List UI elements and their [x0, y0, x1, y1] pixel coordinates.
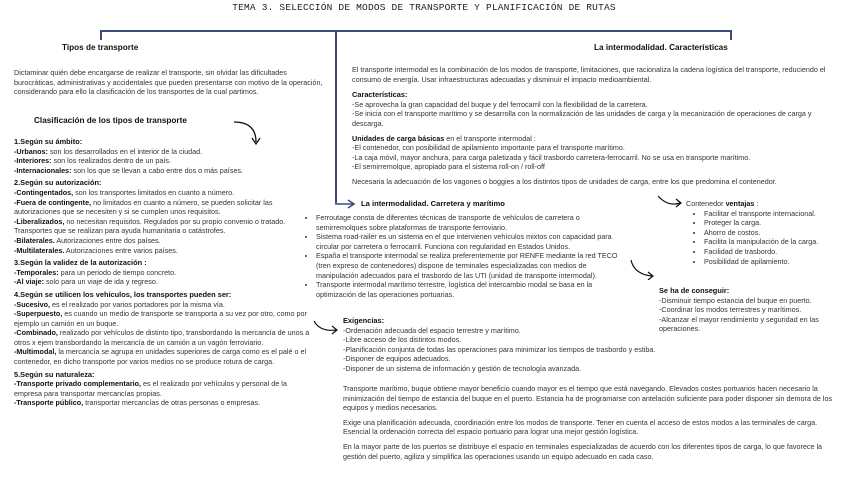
item-term: -Internacionales:	[14, 165, 72, 175]
list-item	[14, 379, 314, 398]
caracteristicas-title: Características:	[352, 90, 408, 100]
list-item: • Posibilidad de apilamiento.	[704, 257, 846, 267]
list-item: -Disponer de un sistema de información y gestión de tecnología avanzada.	[343, 363, 582, 373]
item-term: -Transporte público,	[14, 398, 84, 408]
clasificacion-heading: Clasificación de los tipos de transporte	[34, 116, 187, 125]
clasificacion-list	[14, 137, 314, 408]
list-item: -El semirremolque, apropiado para el sistema roll-on / roll-off	[352, 162, 545, 172]
ventajas-title-bold: ventajas	[725, 199, 755, 208]
list-item	[14, 166, 314, 176]
item-text: son los desarrollados en el interior de la ciudad.	[47, 146, 203, 156]
paragraph: En la mayor parte de los puertos se distribuye el espacio en terminales especializadas de acuerdo con los diferentes tipos de carga, lo que favorece la gestión del puerto, agiliza y simplifica las operaciones usando un equipo adecuado en cada caso.	[343, 441, 823, 461]
ventajas-title-post: :	[754, 199, 759, 208]
list-item	[14, 198, 314, 217]
group-title: 5.Según su naturaleza:	[14, 369, 95, 379]
list-item	[14, 398, 314, 408]
item-term: -Superpuesto,	[14, 309, 63, 319]
group-title: 1.Según su ámbito:	[14, 137, 83, 146]
item-text: Autorizaciones entre varios países.	[64, 245, 178, 255]
curved-arrow-icon	[312, 318, 342, 336]
ventajas-title	[686, 199, 846, 209]
item-term: -Urbanos:	[14, 146, 48, 156]
curved-arrow-icon	[628, 258, 660, 280]
ventajas-block	[686, 199, 846, 266]
paragraph: Exige una planificación adecuada, coordinación entre los modos de transporte. Tener en cuenta el acceso de estos modos a las terminales de carga. Esencial la ordenación correcta del espacio portuario para lograr una mejor gestión logística.	[343, 417, 818, 437]
conseguir-title: Se ha de conseguir:	[659, 286, 730, 295]
list-item: • Facilidad de trasbordo.	[704, 247, 846, 257]
item-term: -Multilaterales.	[14, 245, 65, 255]
connector-right-drop	[730, 30, 732, 40]
group-title: 4.Según se utilicen los vehículos, los transportes pueden ser:	[14, 289, 232, 299]
item-text: transportar mercancías de otras personas o empresas.	[83, 398, 261, 408]
intermodalidad-block	[352, 65, 840, 187]
list-item	[14, 188, 314, 198]
group-title: 3.Según la validez de la autorización :	[14, 258, 147, 268]
item-term: -Transporte privado complementario,	[14, 379, 142, 389]
connector-mid-stem	[335, 30, 337, 203]
exigencias-title: Exigencias:	[343, 316, 385, 325]
item-text: realizado por vehículos de distinto tipo, transbordando la mercancía de unos a otros x ejem transbordando la mercancía de un camión a un vagón ferroviario.	[14, 328, 310, 347]
list-item: • Proteger la carga.	[704, 218, 846, 228]
tipos-intro: Dictaminar quién debe encargarse de realizar el transporte, sin olvidar las dificultades burocráticas, administrativas y accidentales que pueden presentarse con motivo de la operación, considerando para ello la clasificación de los transportes de la cual partimos.	[14, 68, 323, 97]
list-item: -Se aprovecha la gran capacidad del buque y del ferrocarril con la flexibilidad de la carretera.	[352, 99, 648, 109]
list-item: • Facilita la manipulación de la carga.	[704, 237, 846, 247]
intermodalidad-intro: El transporte intermodal es la combinación de los modos de transporte, limitaciones, que racionaliza la cadena logística del transporte, reduciendo el consumo de energía. Usar infraestructuras adecuadas y disminuir el impacto medioambiental.	[352, 65, 826, 84]
group-vehiculos	[14, 290, 314, 367]
list-item	[14, 156, 314, 166]
list-item	[14, 236, 314, 246]
item-text: Autorizaciones entre dos países.	[54, 235, 161, 245]
list-item: -Ordenación adecuada del espacio terrestre y marítimo.	[343, 325, 521, 335]
list-item	[14, 147, 314, 157]
unidades-title-rest: en el transporte intermodal :	[444, 133, 536, 143]
list-item	[14, 268, 314, 278]
item-term: -Combinado,	[14, 328, 58, 338]
list-item: -Libre acceso de los distintos modos.	[343, 335, 462, 345]
item-term: -Bilaterales.	[14, 235, 55, 245]
list-item: -Coordinar los modos terrestres y marítimos.	[659, 305, 802, 315]
adecuacion-text: Necesaria la adecuación de los vagones o boggies a los distintos tipos de unidades de carga, entre los que predomina el contenedor.	[352, 176, 777, 186]
exigencias-block	[343, 316, 723, 374]
intermodalidad-heading: La intermodalidad. Características	[594, 43, 728, 52]
group-autorizacion	[14, 178, 314, 255]
list-item: • Sistema road-railer es un sistema en el que intervienen vehículos mixtos con capacidad para circular por carretera o ferrocarril. Funciona con regularidad en Estados Unidos.	[316, 232, 628, 251]
ventajas-title-pre: Contenedor	[686, 199, 726, 208]
carretera-heading: La intermodalidad. Carretera y marítimo	[361, 199, 505, 208]
unidades-title	[352, 134, 840, 144]
item-term: -Al viaje:	[14, 277, 44, 287]
paragraph: Transporte marítimo, buque obtiene mayor beneficio cuando mayor es el tiempo que está navegando. Elevados costes portuarios hacen necesario la minimización del tiempo de estancia del buque en el puerto. Estancia ha de programarse con antelación suficiente para poder disponer sin demora de los equipos y medios necesarios.	[343, 384, 833, 413]
list-item: -Disponer de equipos adecuados.	[343, 354, 451, 364]
item-term: -Contingentados,	[14, 187, 74, 197]
list-item: -La caja móvil, mayor anchura, para carga paletizada y fácil trasbordo carretera-ferrocarril. No se usa en transporte marítimo.	[352, 152, 751, 162]
list-item: • Transporte intermodal marítimo terrestre, logística del intercambio modal se basa en la optimización de las operaciones portuarias.	[316, 280, 628, 299]
curved-arrow-icon	[656, 193, 684, 209]
list-item	[14, 328, 314, 347]
item-text: son los realizados dentro de un país.	[51, 156, 172, 166]
item-text: la mercancía se agrupa en unidades superiores de carga como es el palé o el contenedor, en dicho transporte por varios medios no se produce rotura de carga.	[14, 347, 307, 367]
list-item	[14, 347, 314, 366]
item-text: es el realizado por vehículos y personal de la empresa para transportar mercancías propias.	[14, 379, 287, 398]
item-term: -Interiores:	[14, 156, 52, 166]
item-term: -Multimodal,	[14, 347, 57, 357]
item-text: no necesitan requisitos. Regulados por su propio convenio o tratado. Transportes que se realizan para ayuda humanitaria o catástrofes.	[14, 216, 286, 236]
list-item: -Alcanzar el mayor rendimiento y seguridad en las operaciones.	[659, 314, 819, 334]
list-item	[14, 277, 314, 287]
list-item: • España el transporte intermodal se realiza preferentemente por RENFE mediante la red TECO (tren expreso de contenedores) dispone de terminales especializadas con medios de manipulación adecuados para el trasbordo de las UTI (unidad de transporte intermodal).	[316, 251, 628, 280]
list-item: -Disminuir tiempo estancia del buque en puerto.	[659, 295, 812, 305]
list-item: -El contenedor, con posibilidad de apilamiento importante para el transporte marítimo.	[352, 143, 625, 153]
group-title: 2.Según su autorización:	[14, 178, 102, 188]
list-item: -Se inicia con el transporte marítimo y se desarrolla con la normalización de las unidades de carga y la mecanización de operaciones de carga y descarga.	[352, 109, 812, 128]
list-item: • Ahorro de costos.	[704, 228, 846, 238]
item-term: -Sucesivo,	[14, 299, 50, 309]
item-text: es el realizado por varios portadores por la misma vía.	[49, 299, 225, 309]
group-validez	[14, 258, 314, 287]
arrow-to-carretera	[334, 199, 356, 209]
list-item	[14, 300, 314, 310]
item-term: -Liberalizados,	[14, 216, 65, 226]
list-item	[14, 217, 314, 236]
group-naturaleza	[14, 370, 314, 408]
carretera-bullets	[306, 213, 628, 299]
connector-left-drop	[100, 30, 102, 40]
group-ambito	[14, 137, 314, 175]
list-item	[14, 246, 314, 256]
item-text: para un periodo de tiempo concreto.	[58, 267, 177, 277]
item-term: -Fuera de contingente,	[14, 197, 92, 207]
item-text: no limitados en cuanto a número, se pueden solicitar las autorizaciones que se necesiten y si se cumplen unos requisitos.	[14, 197, 273, 217]
item-term: -Temporales:	[14, 267, 59, 277]
tipos-heading: Tipos de transporte	[62, 43, 139, 52]
list-item: • Facilitar el transporte internacional.	[704, 209, 846, 219]
unidades-title-bold: Unidades de carga básicas	[352, 133, 445, 143]
connector-top	[100, 30, 731, 32]
list-item	[14, 309, 314, 328]
list-item: -Planificación conjunta de todas las operaciones para minimizar los tiempos de trasbordo y estiba.	[343, 344, 656, 354]
page-title: TEMA 3. SELECCIÓN DE MODOS DE TRANSPORTE Y PLANIFICACIÓN DE RUTAS	[232, 2, 616, 13]
item-text: son los que se llevan a cabo entre dos o más países.	[71, 165, 243, 175]
bottom-paragraphs	[343, 384, 839, 461]
item-text: son los transportes limitados en cuanto a número.	[73, 187, 235, 197]
item-text: es cuando un medio de transporte se transporta a su vez por otro, como por ejemplo un camión en un buque.	[14, 309, 307, 328]
list-item: • Ferroutage consta de diferentes técnicas de transporte de vehículos de carretera o semirremolques sobre plataformas de transporte ferroviario.	[316, 213, 628, 232]
item-text: solo para un viaje de ida y regreso.	[43, 277, 158, 287]
